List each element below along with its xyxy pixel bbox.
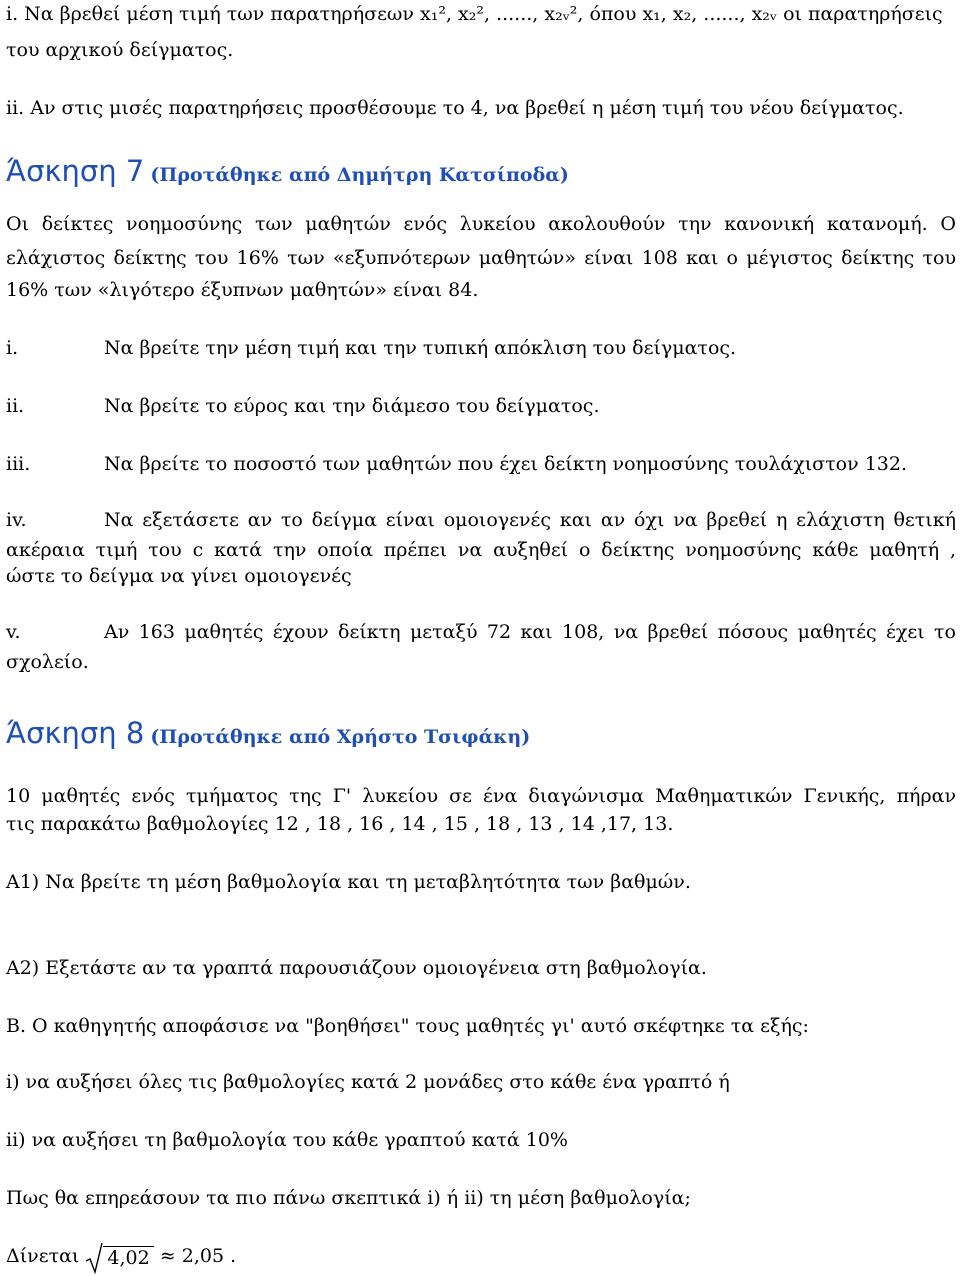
item-label: ii.: [6, 395, 25, 417]
item-text: Να εξετάσετε αν το δείγμα είναι ομοιογενές και αν όχι να βρεθεί η ελάχιστη θετική: [104, 509, 956, 531]
exercise8-para-line-2: τις παρακάτω βαθμολογίες 12 , 18 , 16 , 14 , 15 , 18 , 13 , 14 ,17, 13.: [6, 813, 674, 835]
exercise7-item-ii: [6, 394, 956, 418]
exercise7-para-line-1: Οι δείκτες νοημοσύνης των μαθητών ενός λυκείου ακολουθούν την κανονική κατανομή. Ο: [6, 213, 956, 235]
exercise8-para-line-1: 10 μαθητές ενός τμήματος της Γ' λυκείου σε ένα διαγώνισμα Μαθηματικών Γενικής, πήραν: [6, 785, 956, 807]
exercise8-title: Άσκηση 8: [6, 716, 145, 750]
exercise8-b-i: i) να αυξήσει όλες τις βαθμολογίες κατά 2 μονάδες στο κάθε ένα γραπτό ή: [6, 1071, 730, 1093]
intro-line1-vars2: x₁, x₂, ......, x₂ᵥ: [642, 3, 778, 25]
intro-line1-prefix: i. Να βρεθεί μέση τιμή των παρατηρήσεων: [6, 3, 414, 25]
exercise7-item-iv-line-1: [6, 508, 956, 532]
exercise8-b: Β. Ο καθηγητής αποφάσισε να "βοηθήσει" τους μαθητές γι' αυτό σκέφτηκε τα εξής:: [6, 1015, 809, 1037]
item-text: Να βρείτε την μέση τιμή και την τυπική απόκλιση του δείγματος.: [104, 337, 737, 359]
exercise7-para-line-3: 16% των «λιγότερο έξυπνων μαθητών» είναι 84.: [6, 279, 479, 301]
item-label: iv.: [6, 509, 27, 531]
exercise7-item-v-line-2: σχολείο.: [6, 651, 89, 673]
item-label: iii.: [6, 453, 31, 475]
exercise7-para-line-2: ελάχιστος δείκτης του 16% των «εξυπνότερων μαθητών» είναι 108 και ο μέγιστος δείκτης του: [6, 247, 956, 269]
item-text: Αν 163 μαθητές έχουν δείκτη μεταξύ 72 και 108, να βρεθεί πόσους μαθητές έχει το: [104, 621, 956, 643]
item-label: v.: [6, 621, 21, 643]
given-result: ≈ 2,05 .: [159, 1245, 237, 1267]
intro-line1-vars: x₁², x₂², ......, x₂ᵥ²: [420, 3, 578, 25]
intro-line-3: ii. Αν στις μισές παρατηρήσεις προσθέσουμε το 4, να βρεθεί η μέση τιμή του νέου δείγματος.: [6, 97, 904, 119]
intro-line1-suffix: οι παρατηρήσεις: [783, 3, 943, 25]
exercise7-heading: [6, 154, 956, 192]
given-radicand: 4,02: [103, 1246, 153, 1269]
item-label: i.: [6, 337, 19, 359]
sqrt-radical-icon: [85, 1242, 103, 1274]
exercise8-question: Πως θα επηρεάσουν τα πιο πάνω σκεπτικά i) ή ii) τη μέση βαθμολογία;: [6, 1187, 691, 1209]
exercise8-heading: [6, 716, 956, 754]
exercise7-item-v-line-1: [6, 620, 956, 644]
exercise7-item-iv-line-3: ώστε το δείγμα να γίνει ομοιογενές: [6, 565, 352, 587]
item-text: Να βρείτε το εύρος και την διάμεσο του δείγματος.: [104, 395, 600, 417]
exercise7-item-iv-line-2: ακέραια τιμή του c κατά την οποία πρέπει να αυξηθεί ο δείκτης νοημοσύνης κάθε μαθητή ,: [6, 539, 956, 561]
given-label: Δίνεται: [6, 1245, 80, 1267]
intro-line-2: του αρχικού δείγματος.: [6, 39, 234, 61]
exercise8-a2: Α2) Εξετάστε αν τα γραπτά παρουσιάζουν ομοιογένεια στη βαθμολογία.: [6, 957, 707, 979]
intro-line1-mid: , όπου: [577, 3, 637, 25]
exercise7-item-i: [6, 336, 956, 360]
exercise8-b-ii: ii) να αυξήσει τη βαθμολογία του κάθε γραπτού κατά 10%: [6, 1129, 568, 1151]
exercise7-credit: (Προτάθηκε από Δημήτρη Κατσίποδα): [150, 164, 569, 186]
exercise8-given: [6, 1238, 956, 1276]
exercise8-credit: (Προτάθηκε από Χρήστο Τσιφάκη): [150, 726, 531, 748]
exercise8-a1: Α1) Να βρείτε τη μέση βαθμολογία και τη μεταβλητότητα των βαθμών.: [6, 871, 691, 893]
intro-line-1: [6, 2, 956, 26]
exercise7-title: Άσκηση 7: [6, 154, 145, 188]
sqrt-expression: [85, 1239, 153, 1276]
item-text: Να βρείτε το ποσοστό των μαθητών που έχει δείκτη νοημοσύνης τουλάχιστον 132.: [104, 453, 908, 475]
exercise7-item-iii: [6, 452, 956, 476]
